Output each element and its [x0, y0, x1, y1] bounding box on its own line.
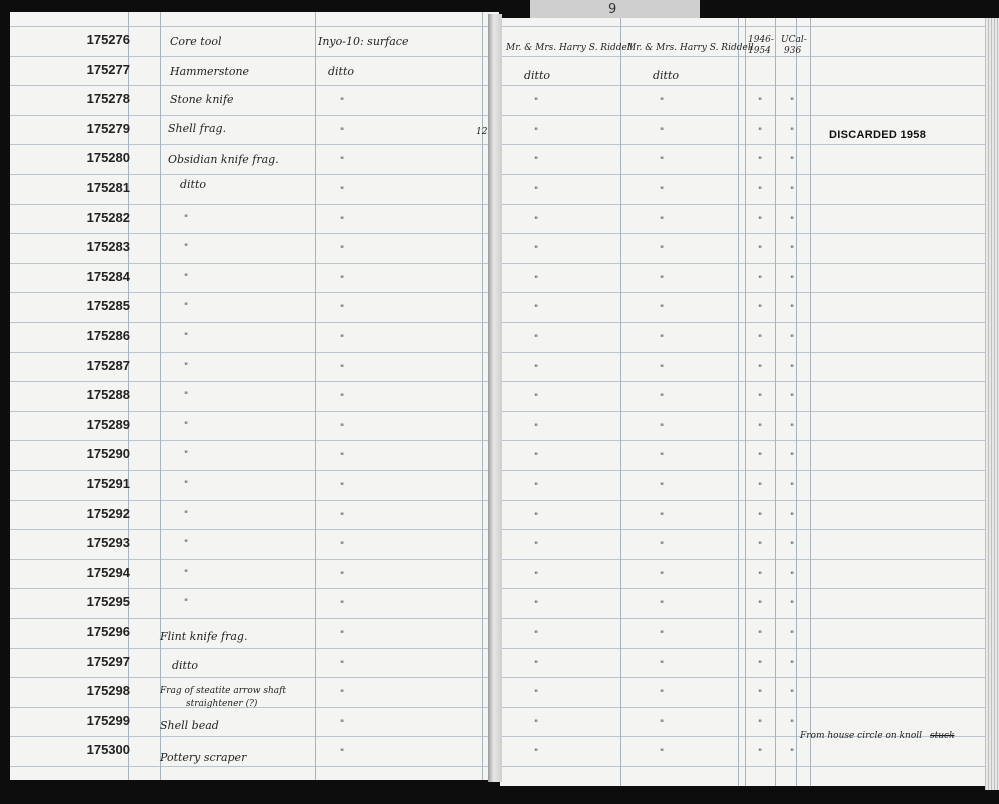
ditto-mark: ": [660, 274, 665, 285]
ruled-line: [500, 559, 987, 560]
ruled-line: [10, 322, 499, 323]
ditto-mark: ": [340, 245, 345, 256]
ditto-mark: ": [534, 689, 539, 700]
ditto-mark: ": [790, 718, 795, 729]
ditto-mark: ": [184, 420, 189, 431]
ruled-line: [10, 174, 499, 175]
locality-first: Inyo-10: surface: [318, 35, 409, 48]
ditto-mark: ": [534, 156, 539, 167]
catalog-number: 175290: [86, 446, 130, 462]
ditto-mark: ": [758, 245, 763, 256]
ditto-mark: ": [534, 630, 539, 640]
ditto-mark: ": [790, 97, 795, 108]
ruled-line: [500, 648, 987, 649]
ditto-mark: ": [184, 361, 189, 372]
ruled-line: [500, 174, 987, 175]
ditto-mark: ": [790, 215, 795, 226]
column-rule: [745, 18, 746, 786]
ditto-mark: ": [790, 452, 795, 463]
column-rule: [796, 18, 797, 786]
ruled-line: [500, 204, 987, 205]
ruled-line: [10, 500, 499, 501]
remark-text: From house circle on knoll: [800, 731, 923, 741]
object-name-2: Hammerstone: [170, 65, 250, 78]
catalog-number: 175287: [86, 357, 130, 373]
ditto-mark: ": [534, 541, 539, 552]
ruled-line: [10, 233, 499, 234]
ditto-mark: ": [790, 126, 795, 137]
collector-second: ditto: [653, 69, 680, 82]
ditto-mark: ": [790, 511, 795, 522]
catalog-number: 175291: [86, 476, 130, 491]
catalog-number: 175299: [86, 712, 130, 728]
object-name-3: Stone knife: [170, 93, 234, 106]
ruled-line: [10, 736, 499, 737]
ditto-mark: ": [790, 245, 795, 256]
catalog-number: 175279: [86, 120, 130, 136]
object-name-1: Core tool: [170, 35, 222, 48]
ditto-mark: ": [660, 718, 665, 729]
date-top: 1946-: [748, 35, 774, 45]
accession-top: UCal-: [781, 35, 807, 45]
ditto-mark: ": [758, 274, 763, 285]
ditto-mark: ": [534, 570, 539, 581]
ditto-mark: ": [184, 213, 189, 224]
ditto-mark: ": [184, 568, 189, 579]
ditto-mark: ": [534, 718, 539, 729]
ditto-mark: ": [790, 600, 795, 611]
catalog-number: 175293: [86, 535, 130, 551]
object-name-7: Flint knife frag.: [160, 630, 248, 643]
ditto-mark: ": [790, 156, 795, 167]
ditto-mark: ": [340, 97, 345, 108]
ditto-mark: ": [758, 748, 763, 759]
locality-second: ditto: [328, 65, 355, 78]
ditto-mark: ": [758, 97, 763, 108]
catalog-number: 175296: [86, 624, 130, 639]
ditto-mark: ": [534, 482, 539, 492]
ruled-line: [10, 470, 499, 471]
ruled-line: [500, 322, 987, 323]
ditto-mark: ": [758, 393, 763, 404]
catalog-number: 175300: [86, 742, 130, 758]
ruled-line: [10, 204, 499, 205]
ruled-line: [10, 648, 499, 649]
ditto-mark: ": [340, 630, 345, 640]
ditto-mark: ": [790, 541, 795, 552]
ditto-mark: ": [340, 718, 345, 729]
ditto-mark: ": [534, 304, 539, 315]
ruled-line: [500, 144, 987, 145]
ditto-mark: ": [534, 334, 539, 344]
catalog-number: 175277: [86, 61, 130, 77]
top-tab-strip: [530, 0, 700, 18]
ruled-line: [500, 440, 987, 441]
donor-second: ditto: [524, 69, 551, 82]
ruled-line: [500, 115, 987, 116]
ditto-mark: ": [660, 452, 665, 463]
ruled-line: [500, 352, 987, 353]
ditto-mark: ": [660, 630, 665, 640]
ditto-mark: ": [660, 97, 665, 108]
ditto-mark: ": [340, 511, 345, 522]
ditto-mark: ": [184, 391, 189, 402]
ruled-line: [500, 411, 987, 412]
ruled-line: [10, 292, 499, 293]
top-corner-mark: 9: [608, 2, 617, 17]
ruled-line: [500, 263, 987, 264]
ditto-mark: ": [790, 304, 795, 315]
object-name-6: ditto: [180, 178, 207, 191]
ditto-mark: ": [790, 334, 795, 344]
ruled-line: [500, 618, 987, 619]
catalog-number: 175288: [86, 387, 130, 403]
catalog-number: 175280: [86, 150, 130, 166]
ditto-mark: ": [184, 302, 189, 313]
ditto-mark: ": [758, 689, 763, 700]
ditto-mark: ": [790, 659, 795, 670]
ditto-mark: ": [340, 541, 345, 552]
object-name-9b: straightener (?): [186, 699, 258, 709]
ditto-mark: ": [758, 482, 763, 492]
ditto-mark: ": [660, 541, 665, 552]
ditto-mark: ": [660, 363, 665, 374]
ditto-mark: ": [660, 422, 665, 433]
catalog-number: 175283: [86, 239, 130, 255]
catalog-number: 175295: [86, 594, 130, 610]
ditto-mark: ": [660, 304, 665, 315]
ditto-mark: ": [340, 659, 345, 670]
ditto-mark: ": [790, 570, 795, 581]
object-name-9: Frag of steatite arrow shaft: [160, 686, 287, 696]
catalog-number: 175284: [86, 268, 130, 284]
donor-first: Mr. & Mrs. Harry S. Riddell: [506, 43, 633, 53]
ruled-line: [10, 766, 499, 767]
catalog-number: 175292: [86, 505, 130, 521]
ditto-mark: ": [660, 689, 665, 700]
ditto-mark: ": [340, 274, 345, 285]
ruled-line: [10, 677, 499, 678]
ditto-mark: ": [340, 452, 345, 463]
catalog-number: 175297: [86, 653, 130, 669]
ditto-mark: ": [758, 452, 763, 463]
quantity-note: 12: [476, 127, 488, 137]
ditto-mark: ": [790, 748, 795, 759]
ditto-mark: ": [758, 186, 763, 196]
ditto-mark: ": [660, 659, 665, 670]
ruled-line: [500, 85, 987, 86]
ditto-mark: ": [534, 511, 539, 522]
ruled-line: [10, 144, 499, 145]
ditto-mark: ": [340, 186, 345, 196]
ditto-mark: ": [184, 450, 189, 461]
remark-struck: stuck: [930, 731, 955, 741]
catalog-number: 175282: [86, 209, 130, 225]
ditto-mark: ": [758, 363, 763, 374]
ditto-mark: ": [660, 482, 665, 492]
column-rule: [810, 18, 811, 786]
ditto-mark: ": [758, 541, 763, 552]
ditto-mark: ": [790, 630, 795, 640]
ruled-line: [10, 440, 499, 441]
ditto-mark: ": [660, 156, 665, 167]
ruled-line: [10, 26, 499, 27]
object-name-11: Pottery scraper: [160, 751, 247, 764]
ditto-mark: ": [340, 215, 345, 226]
ruled-line: [500, 381, 987, 382]
ditto-mark: ": [184, 332, 189, 342]
ditto-mark: ": [758, 422, 763, 433]
ditto-mark: ": [660, 334, 665, 344]
ditto-mark: ": [758, 334, 763, 344]
ditto-mark: ": [340, 334, 345, 344]
ditto-mark: ": [340, 126, 345, 137]
ruled-line: [10, 85, 499, 86]
ruled-line: [10, 529, 499, 530]
ditto-mark: ": [184, 539, 189, 550]
ditto-mark: ": [534, 393, 539, 404]
ditto-mark: ": [184, 243, 189, 254]
discarded-stamp: DISCARDED 1958: [829, 129, 927, 141]
ditto-mark: ": [758, 126, 763, 137]
ruled-line: [10, 588, 499, 589]
column-rule: [160, 12, 161, 780]
ditto-mark: ": [534, 186, 539, 196]
ditto-mark: ": [758, 511, 763, 522]
column-rule: [775, 18, 776, 786]
ruled-line: [500, 292, 987, 293]
ditto-mark: ": [660, 186, 665, 196]
ditto-mark: ": [660, 748, 665, 759]
ruled-line: [500, 26, 987, 27]
collector-first: Mr. & Mrs. Harry S. Riddell: [627, 43, 754, 53]
object-name-5: Obsidian knife frag.: [168, 153, 279, 166]
ruled-line: [10, 618, 499, 619]
object-name-8: ditto: [172, 659, 199, 672]
ditto-mark: ": [340, 482, 345, 492]
ditto-mark: ": [534, 422, 539, 433]
ditto-mark: ": [660, 600, 665, 611]
ruled-line: [500, 500, 987, 501]
ditto-mark: ": [758, 659, 763, 670]
ditto-mark: ": [184, 272, 189, 283]
ruled-line: [10, 381, 499, 382]
ditto-mark: ": [660, 393, 665, 404]
ditto-mark: ": [534, 363, 539, 374]
ditto-mark: ": [660, 511, 665, 522]
catalog-number: 175278: [86, 91, 130, 107]
column-rule: [738, 18, 739, 786]
ditto-mark: ": [790, 393, 795, 404]
ditto-mark: ": [758, 570, 763, 581]
ditto-mark: ": [340, 156, 345, 167]
ditto-mark: ": [534, 215, 539, 226]
ditto-mark: ": [758, 215, 763, 226]
ruled-line: [500, 56, 987, 57]
ditto-mark: ": [534, 748, 539, 759]
ditto-mark: ": [534, 659, 539, 670]
ditto-mark: ": [534, 452, 539, 463]
ditto-mark: ": [534, 600, 539, 611]
ditto-mark: ": [790, 274, 795, 285]
ditto-mark: ": [790, 482, 795, 492]
ditto-mark: ": [534, 245, 539, 256]
ditto-mark: ": [758, 600, 763, 611]
catalog-number: 175276: [86, 32, 130, 47]
ditto-mark: ": [340, 363, 345, 374]
column-rule: [620, 18, 621, 786]
ditto-mark: ": [534, 97, 539, 108]
catalog-number: 175281: [86, 180, 130, 195]
ditto-mark: ": [340, 600, 345, 611]
ruled-line: [500, 233, 987, 234]
column-rule: [315, 12, 316, 780]
ruled-line: [10, 56, 499, 57]
ruled-line: [500, 707, 987, 708]
ditto-mark: ": [340, 304, 345, 315]
ruled-line: [500, 677, 987, 678]
catalog-number: 175298: [86, 683, 130, 699]
ditto-mark: ": [184, 509, 189, 520]
ruled-line: [10, 352, 499, 353]
catalog-number: 175285: [86, 298, 130, 314]
ruled-line: [500, 529, 987, 530]
ditto-mark: ": [534, 126, 539, 137]
ditto-mark: ": [790, 689, 795, 700]
accession-bottom: 936: [784, 46, 802, 56]
ditto-mark: ": [758, 630, 763, 640]
catalog-number: 175289: [86, 416, 130, 432]
ditto-mark: ": [660, 245, 665, 256]
ditto-mark: ": [758, 304, 763, 315]
ditto-mark: ": [660, 126, 665, 137]
book-gutter: [488, 14, 502, 782]
ruled-line: [10, 559, 499, 560]
ditto-mark: ": [534, 274, 539, 285]
ruled-line: [500, 470, 987, 471]
ditto-mark: ": [758, 156, 763, 167]
ruled-line: [500, 588, 987, 589]
catalog-number: 175286: [86, 328, 130, 343]
ditto-mark: ": [660, 570, 665, 581]
ditto-mark: ": [184, 480, 189, 490]
ruled-line: [10, 411, 499, 412]
page-edges: [985, 18, 999, 790]
ditto-mark: ": [758, 718, 763, 729]
ditto-mark: ": [660, 215, 665, 226]
catalog-number: 175294: [86, 564, 130, 580]
object-name-10: Shell bead: [160, 719, 219, 732]
object-name-4: Shell frag.: [168, 122, 227, 135]
ditto-mark: ": [184, 598, 189, 609]
ditto-mark: ": [340, 570, 345, 581]
ruled-line: [10, 263, 499, 264]
ruled-line: [10, 115, 499, 116]
ditto-mark: ": [790, 186, 795, 196]
date-bottom: 1954: [748, 46, 771, 56]
ditto-mark: ": [340, 748, 345, 759]
ditto-mark: ": [790, 363, 795, 374]
ditto-mark: ": [340, 393, 345, 404]
ditto-mark: ": [340, 422, 345, 433]
ditto-mark: ": [790, 422, 795, 433]
ditto-mark: ": [340, 689, 345, 700]
ruled-line: [500, 766, 987, 767]
